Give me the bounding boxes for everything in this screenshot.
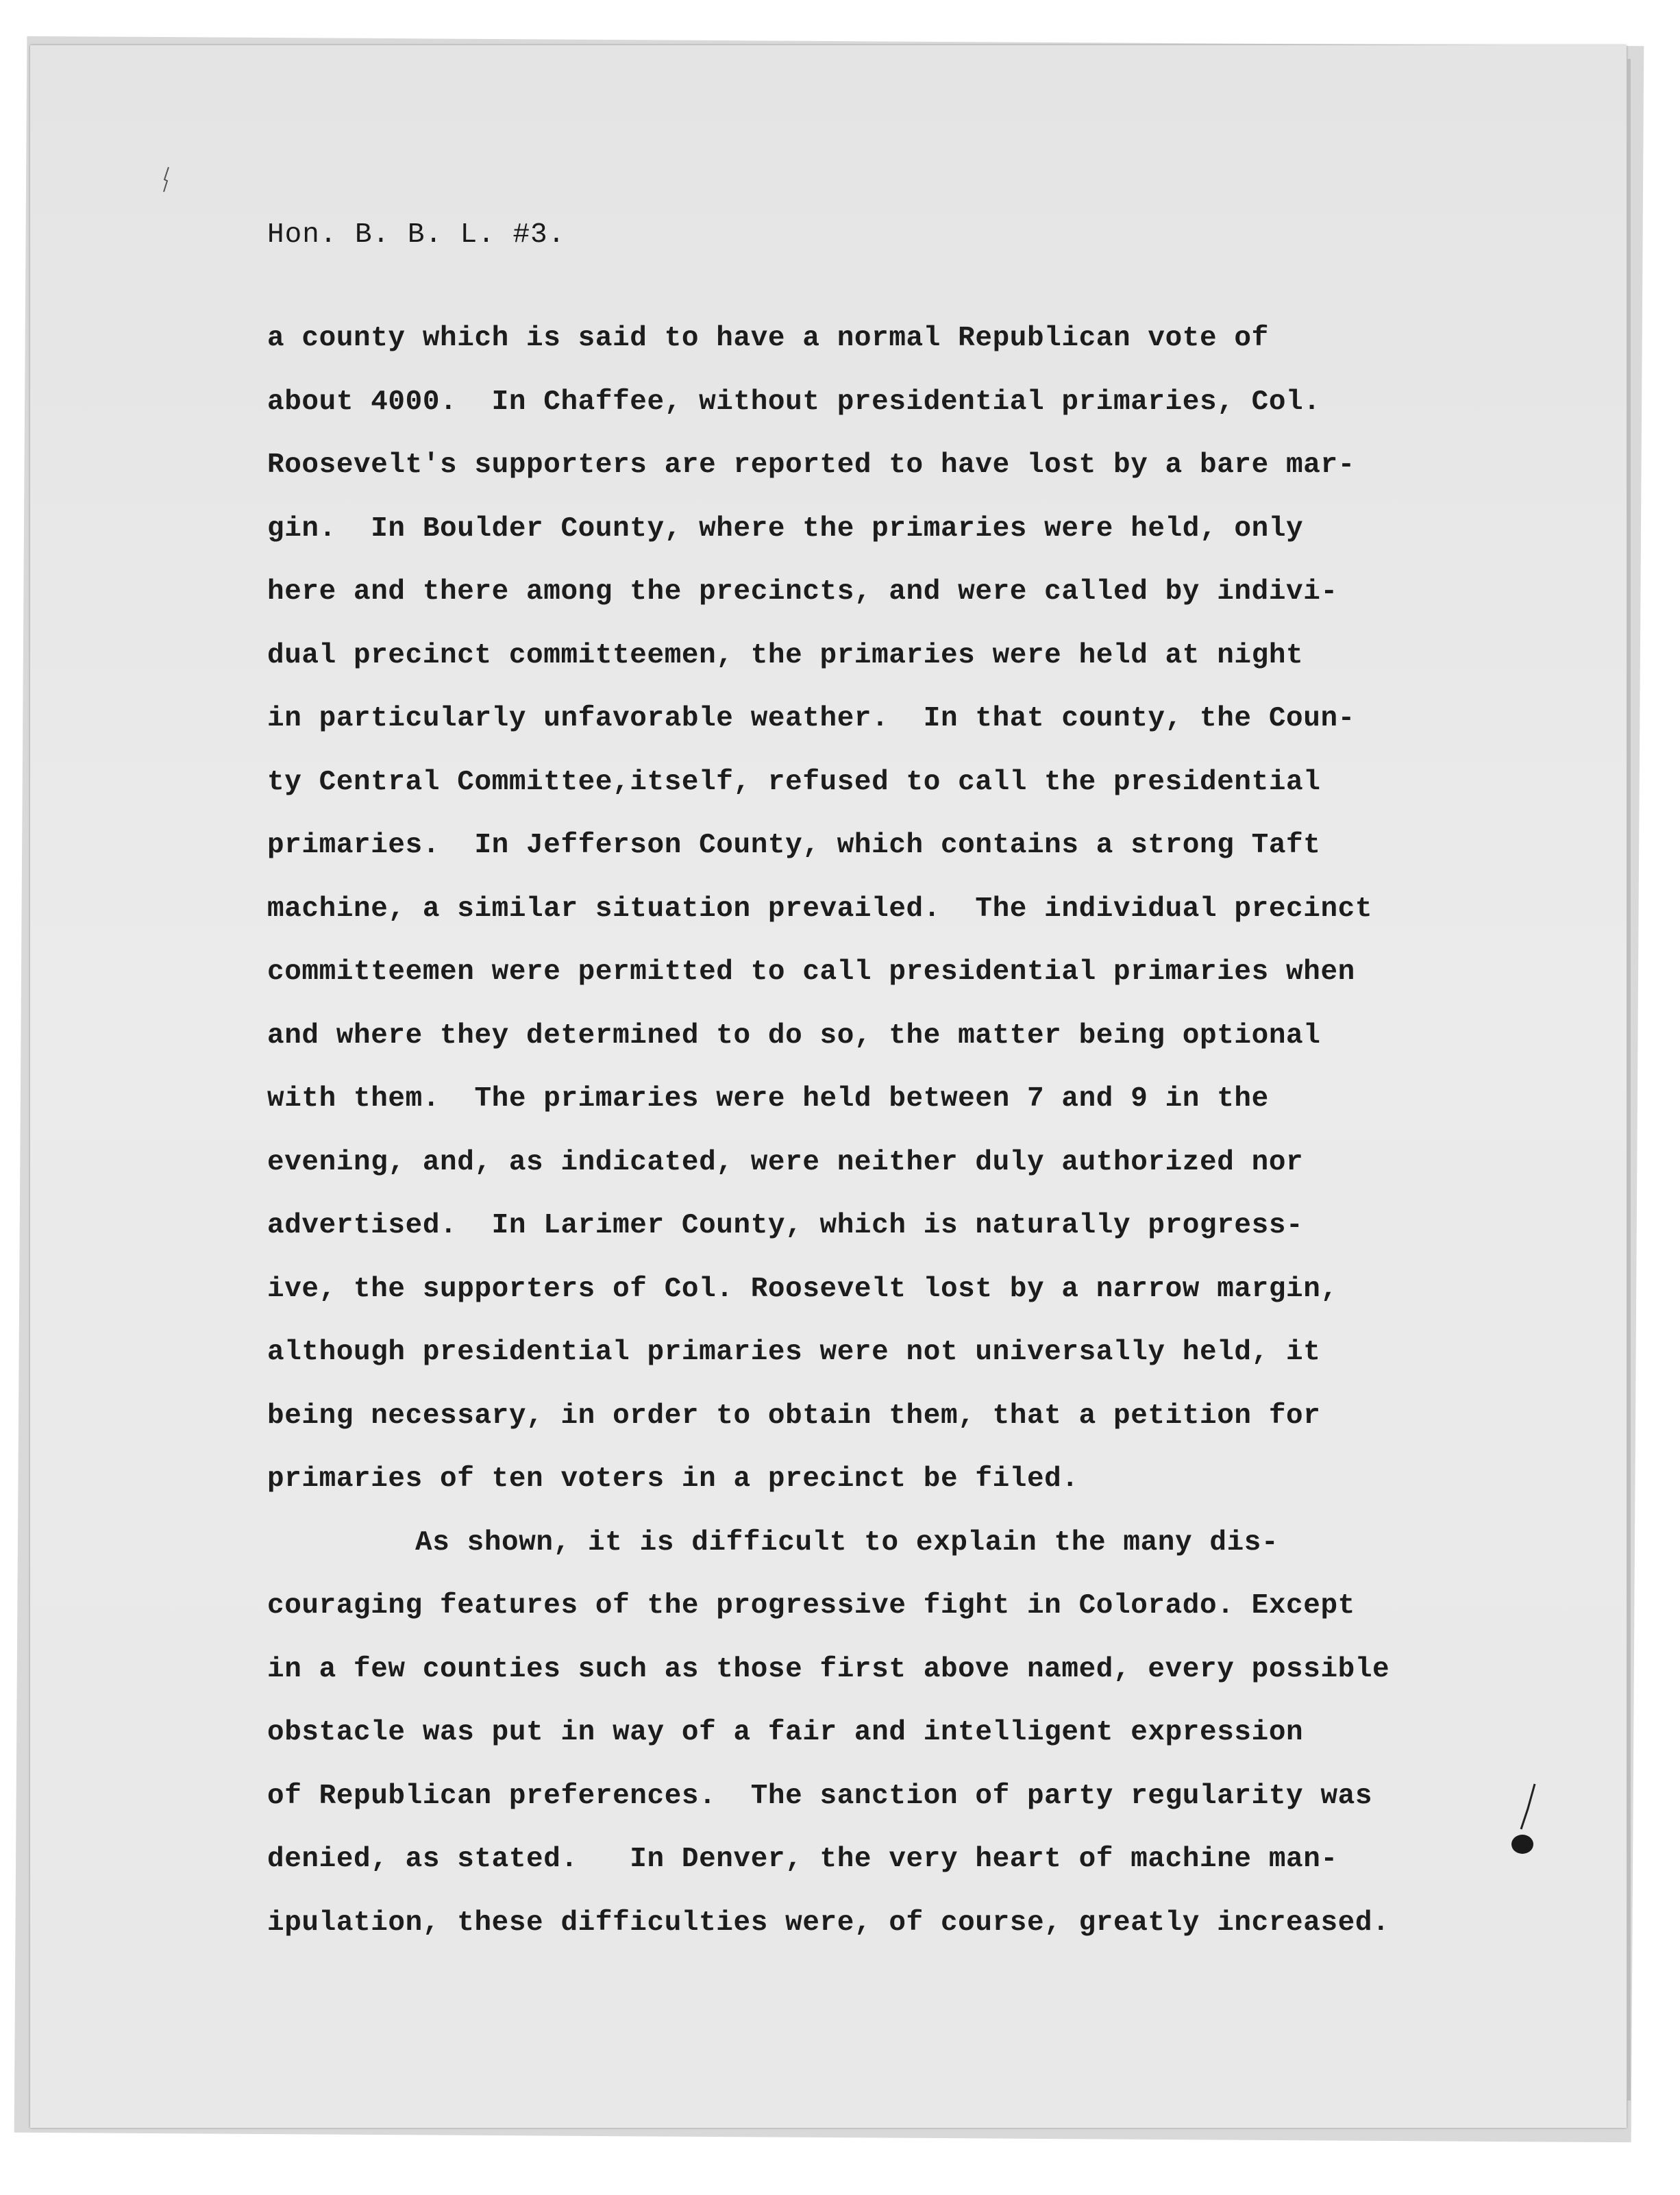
text-line: in particularly unfavorable weather. In that county, the Coun-	[267, 703, 1355, 734]
text-line: a county which is said to have a normal Republican vote of	[267, 323, 1269, 354]
text-line: about 4000. In Chaffee, without presidential primaries, Col.	[267, 386, 1321, 418]
text-line: advertised. In Larimer County, which is naturally progress-	[267, 1210, 1304, 1241]
text-line-indented: As shown, it is difficult to explain the many dis-	[415, 1526, 1279, 1559]
paragraph-2	[267, 1511, 1507, 1955]
text-line: couraging features of the progressive fight in Colorado. Except	[267, 1590, 1355, 1622]
text-line: obstacle was put in way of a fair and intelligent expression	[267, 1717, 1304, 1748]
text-line: machine, a similar situation prevailed. The individual precinct	[267, 893, 1373, 925]
text-line: of Republican preferences. The sanction of party regularity was	[267, 1780, 1373, 1812]
page-header: Hon. B. B. L. #3.	[267, 219, 566, 251]
letter-body	[267, 307, 1507, 1955]
text-line: ipulation, these difficulties were, of course, greatly increased.	[267, 1907, 1390, 1939]
text-line: here and there among the precincts, and were called by indivi-	[267, 576, 1338, 608]
ink-blot	[1507, 1781, 1539, 1857]
text-line: primaries. In Jefferson County, which contains a strong Taft	[267, 830, 1321, 861]
page-edge	[1627, 59, 1631, 2100]
text-line: in a few counties such as those first above named, every possible	[267, 1653, 1390, 1685]
text-line: although presidential primaries were not universally held, it	[267, 1337, 1321, 1368]
text-line: with them. The primaries were held between 7 and 9 in the	[267, 1083, 1269, 1115]
text-line: denied, as stated. In Denver, the very heart of machine man-	[267, 1844, 1338, 1875]
text-line: committeemen were permitted to call presidential primaries when	[267, 956, 1355, 988]
text-line: being necessary, in order to obtain them, that a petition for	[267, 1400, 1321, 1432]
text-line: ty Central Committee,itself, refused to call the presidential	[267, 766, 1321, 798]
text-line: ive, the supporters of Col. Roosevelt lost by a narrow margin,	[267, 1273, 1338, 1305]
text-line: dual precinct committeemen, the primaries were held at night	[267, 639, 1304, 671]
paragraph-1	[267, 307, 1507, 1511]
text-line: and where they determined to do so, the matter being optional	[267, 1019, 1321, 1052]
text-line: primaries of ten voters in a precinct be filed.	[267, 1463, 1079, 1495]
margin-pencil-mark	[162, 166, 171, 193]
text-line: Roosevelt's supporters are reported to have lost by a bare mar-	[267, 449, 1355, 481]
text-line: evening, and, as indicated, were neither duly authorized nor	[267, 1146, 1304, 1178]
text-line: gin. In Boulder County, where the primaries were held, only	[267, 512, 1304, 545]
